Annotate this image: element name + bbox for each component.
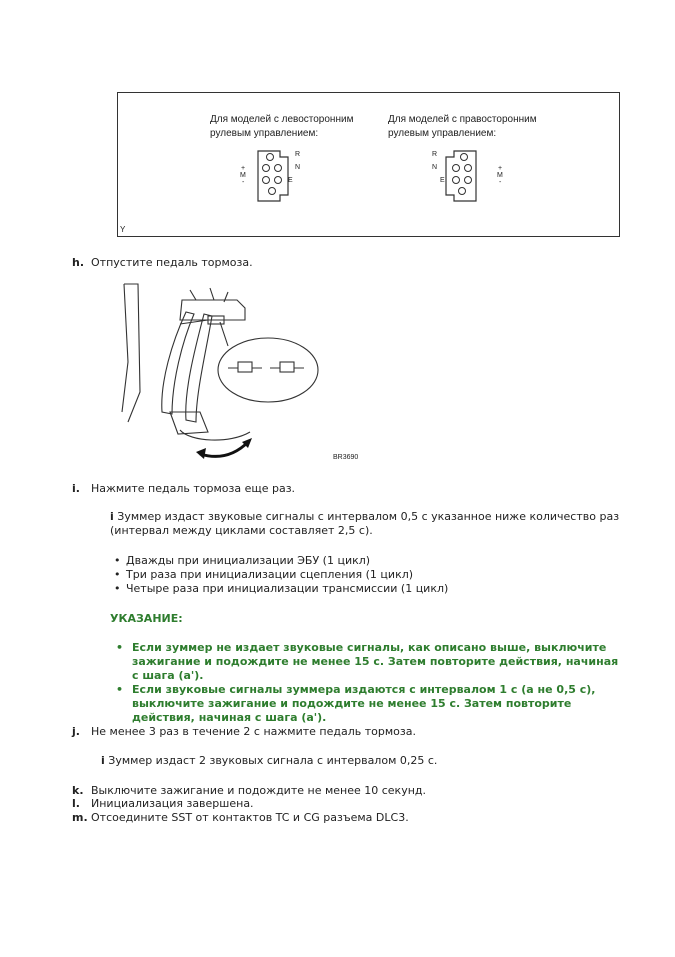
right-hand-caption (388, 113, 537, 141)
left-caption-line2: рулевым управлением: (210, 128, 319, 139)
note-item-2-line2: выключите зажигание и подождите не менее 15 с. Затем повторите (132, 697, 572, 710)
right-minus-mark: - (499, 179, 502, 186)
step-h-label: h. (72, 256, 85, 269)
info-note-1 (110, 510, 619, 538)
right-m-mark: M (497, 172, 503, 179)
left-hand-caption (210, 113, 353, 141)
step-i-text: Нажмите педаль тормоза еще раз. (91, 482, 296, 495)
step-h-text: Отпустите педаль тормоза. (91, 256, 253, 269)
step-k-label: k. (72, 784, 84, 797)
step-m-text: Отсоедините SST от контактов TC и CG разъема DLC3. (91, 811, 409, 824)
right-caption-line1: Для моделей с правосторонним (388, 114, 537, 125)
right-shift-gate-diagram (438, 143, 498, 205)
step-j-label: j. (72, 725, 80, 738)
note-item-1-line1: • Если зуммер не издает звуковые сигналы, как описано выше, выключите (132, 641, 607, 654)
left-caption-line1: Для моделей с левосторонним (210, 114, 354, 125)
note-item-2-line1: • Если звуковые сигналы зуммера издаются с интервалом 1 с (а не 0,5 с), (132, 683, 596, 696)
step-l-text: Инициализация завершена. (91, 797, 254, 810)
left-plus-mark: + (241, 165, 246, 172)
info-1-line1: Зуммер издаст звуковые сигналы с интервалом 0,5 с указанное ниже количество раз (117, 510, 620, 523)
left-n-mark: N (295, 164, 301, 171)
brake-pedal-illustration (120, 282, 320, 462)
note-list (110, 641, 650, 725)
left-m-mark: M (240, 172, 246, 179)
step-l-label: l. (72, 797, 80, 810)
step-j-text: Не менее 3 раз в течение 2 с нажмите педаль тормоза. (91, 725, 416, 738)
left-e-mark: E (288, 177, 293, 184)
right-n-mark: N (432, 164, 438, 171)
note-item-2 (110, 683, 650, 725)
info-icon: i (101, 754, 105, 767)
left-minus-mark: - (242, 179, 245, 186)
left-r-mark: R (295, 151, 301, 158)
info-icon: i (110, 510, 114, 523)
note-item-1 (110, 641, 650, 683)
step-i-label: i. (72, 482, 80, 495)
shift-diagram-figure (117, 92, 620, 237)
right-caption-line2: рулевым управлением: (388, 128, 497, 139)
right-plus-mark: + (498, 165, 503, 172)
info-note-2 (101, 754, 437, 768)
figure-code: BR3690 (333, 454, 359, 461)
note-item-1-line2: зажигание и подождите не менее 15 с. Затем повторите действия, начиная (132, 655, 619, 668)
list-item: • Четыре раза при инициализации трансмиссии (1 цикл) (110, 582, 448, 596)
note-item-1-line3: с шага (a'). (132, 669, 204, 682)
note-item-2-line3: действия, начиная с шага (a'). (132, 711, 327, 724)
right-r-mark: R (432, 151, 438, 158)
right-e-mark: E (440, 177, 445, 184)
list-item: • Три раза при инициализации сцепления (1 цикл) (110, 568, 448, 582)
corner-mark: Y (120, 225, 126, 234)
info-2-text: Зуммер издаст 2 звуковых сигнала с интервалом 0,25 с. (108, 754, 438, 767)
info-1-line2: (интервал между циклами составляет 2,5 с). (110, 524, 373, 537)
note-heading: УКАЗАНИЕ: (110, 612, 183, 625)
init-beep-list (110, 554, 448, 596)
step-k-text: Выключите зажигание и подождите не менее 10 секунд. (91, 784, 427, 797)
step-m-label: m. (72, 811, 88, 824)
list-item: • Дважды при инициализации ЭБУ (1 цикл) (110, 554, 448, 568)
